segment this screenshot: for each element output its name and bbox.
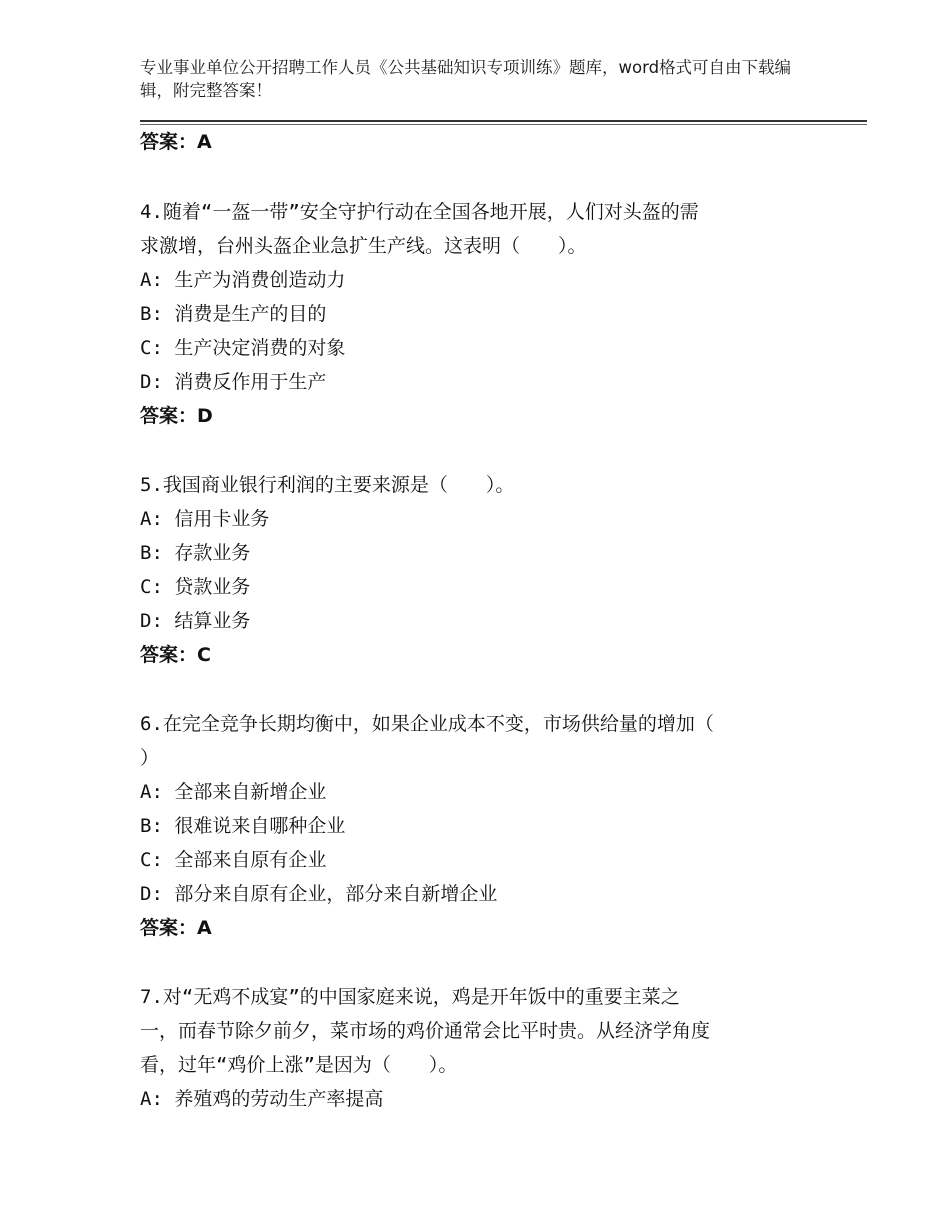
question-4-stem-line-1: 4.随着“一盔一带”安全守护行动在全国各地开展，人们对头盔的需 xyxy=(140,201,699,223)
question-7-option-a: A: 养殖鸡的劳动生产率提高 xyxy=(140,1088,384,1110)
question-7-stem-line-3: 看，过年“鸡价上涨”是因为（ ）。 xyxy=(140,1054,458,1076)
question-5-answer: 答案：C xyxy=(140,644,211,666)
question-4-option-c: C: 生产决定消费的对象 xyxy=(140,337,346,359)
question-6-option-c: C: 全部来自原有企业 xyxy=(140,849,327,871)
question-6-option-b: B: 很难说来自哪种企业 xyxy=(140,815,346,837)
question-5-option-c: C: 贷款业务 xyxy=(140,576,251,598)
question-5-option-b: B: 存款业务 xyxy=(140,542,251,564)
question-6-stem-line-2: ） xyxy=(140,747,160,769)
question-6-option-a: A: 全部来自新增企业 xyxy=(140,781,327,803)
question-4-answer: 答案：D xyxy=(140,405,213,427)
question-7-stem-line-2: 一，而春节除夕前夕，菜市场的鸡价通常会比平时贵。从经济学角度 xyxy=(140,1020,711,1042)
question-6-stem-line-1: 6.在完全竞争长期均衡中，如果企业成本不变，市场供给量的增加（ xyxy=(140,713,714,735)
question-5-stem-line-1: 5.我国商业银行利润的主要来源是（ ）。 xyxy=(140,474,515,496)
header-divider xyxy=(140,120,867,122)
document-header xyxy=(140,56,820,102)
question-4-stem-line-2: 求激增，台州头盔企业急扩生产线。这表明（ ）。 xyxy=(140,235,587,257)
question-7-stem-line-1: 7.对“无鸡不成宴”的中国家庭来说，鸡是开年饭中的重要主菜之 xyxy=(140,986,680,1008)
header-title: 专业事业单位公开招聘工作人员《公共基础知识专项训练》题库，word格式可自由下载编辑，附完整答案！ xyxy=(140,58,792,100)
question-4-option-a: A: 生产为消费创造动力 xyxy=(140,269,346,291)
question-4-option-d: D: 消费反作用于生产 xyxy=(140,371,327,393)
header-divider-thin xyxy=(140,124,867,125)
question-5-option-d: D: 结算业务 xyxy=(140,610,251,632)
question-6-answer: 答案：A xyxy=(140,917,212,939)
question-4-option-b: B: 消费是生产的目的 xyxy=(140,303,327,325)
answer-q3: 答案：A xyxy=(140,131,212,153)
question-6-option-d: D: 部分来自原有企业，部分来自新增企业 xyxy=(140,883,498,905)
question-5-option-a: A: 信用卡业务 xyxy=(140,508,270,530)
